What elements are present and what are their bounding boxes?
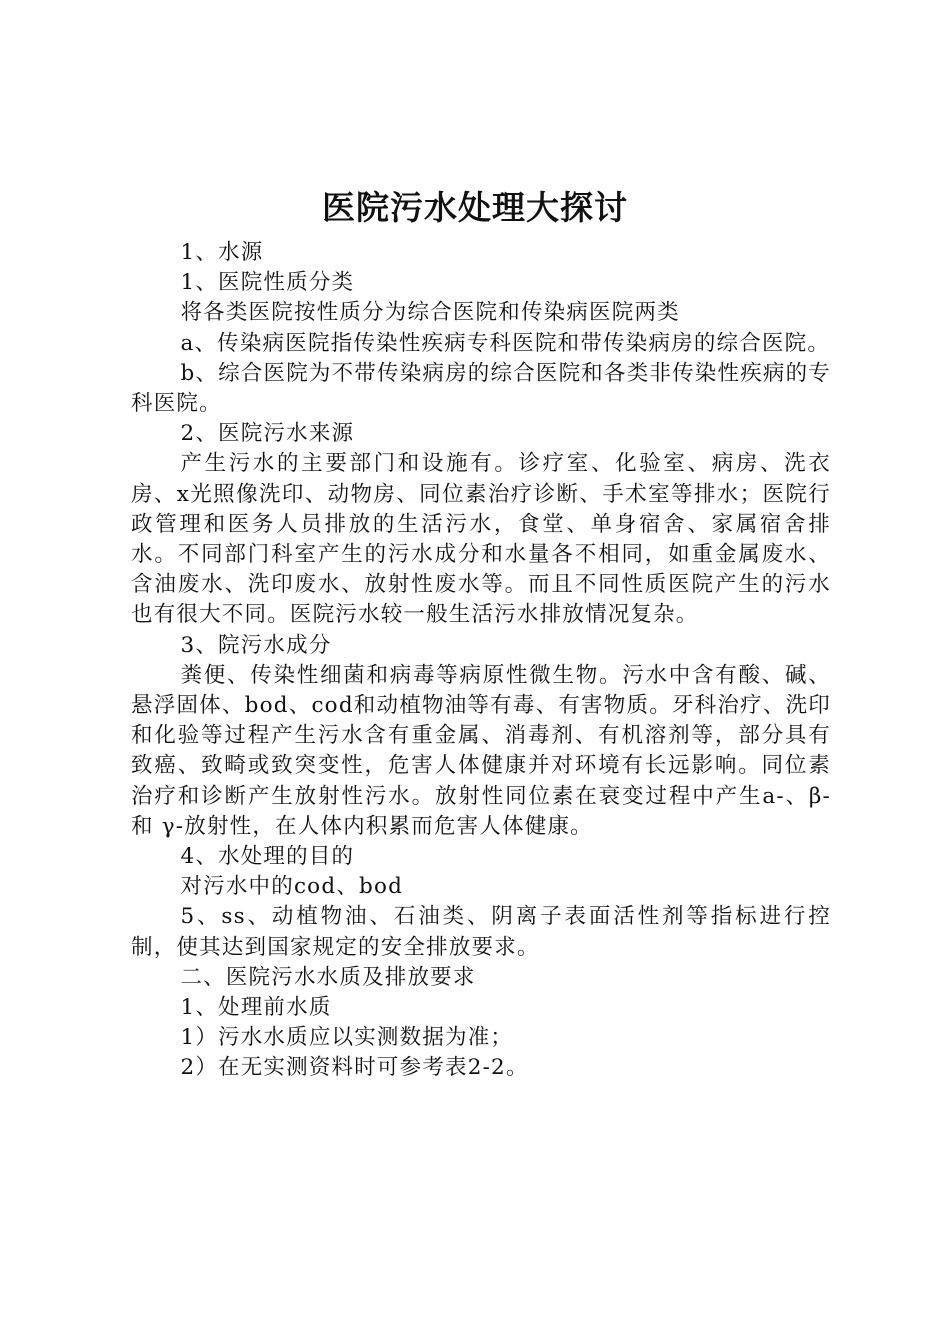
- document-title: 医院污水处理大探讨: [322, 188, 628, 227]
- paragraph-heading-sewage-composition: 3、院污水成分: [180, 632, 332, 658]
- paragraph-classification: 将各类医院按性质分为综合医院和传染病医院两类: [180, 300, 680, 326]
- paragraph-heading-hospital-types: 1、医院性质分类: [180, 270, 355, 296]
- paragraph-heading-pre-treatment: 1、处理前水质: [180, 995, 332, 1021]
- paragraph-infectious-hospital: a、传染病医院指传染性疾病专科医院和带传染病房的综合医院。: [180, 330, 831, 356]
- paragraph-sewage-composition: 粪便、传染性细菌和病毒等病原性微生物。污水中含有酸、碱、悬浮固体、bod、cod和动植物油等有毒、有害物质。牙科治疗、洗印和化验等过程产生污水含有重金属、消毒剂、有机溶剂等，部分具有致癌、致畸或致突变性，危害人体健康并对环境有长远影响。同位素治疗和诊断产生放射性污水。放射性同位素在衰变过程中产生a-、β-和 γ-放射性，在人体内积累而危害人体健康。: [131, 662, 831, 839]
- paragraph-treatment-purpose: 对污水中的cod、bod: [180, 874, 404, 900]
- paragraph-heading-water-source: 1、水源: [180, 240, 264, 265]
- paragraph-heading-treatment-purpose: 4、水处理的目的: [180, 844, 355, 870]
- paragraph-heading-sewage-source: 2、医院污水来源: [180, 421, 355, 447]
- paragraph-heading-water-quality: 二、医院污水水质及排放要求: [180, 964, 476, 990]
- paragraph-indicator-control: 5、ss、动植物油、石油类、阴离子表面活性剂等指标进行控制，使其达到国家规定的安全排放要求。: [131, 904, 831, 960]
- paragraph-general-hospital: b、综合医院为不带传染病房的综合医院和各类非传染性疾病的专科医院。: [131, 360, 832, 417]
- paragraph-reference-table: 2）在无实测资料时可参考表2-2。: [180, 1055, 529, 1081]
- document-body: [131, 238, 831, 1084]
- paragraph-measured-data: 1）污水水质应以实测数据为准；: [180, 1025, 514, 1051]
- paragraph-sewage-source: 产生污水的主要部门和设施有。诊疗室、化验室、病房、洗衣房、x光照像洗印、动物房、同位素治疗诊断、手术室等排水；医院行政管理和医务人员排放的生活污水，食堂、单身宿舍、家属宿舍排水。不同部门科室产生的污水成分和水量各不相同，如重金属废水、含油废水、洗印废水、放射性废水等。而且不同性质医院产生的污水也有很大不同。医院污水较一般生活污水排放情况复杂。: [131, 451, 831, 628]
